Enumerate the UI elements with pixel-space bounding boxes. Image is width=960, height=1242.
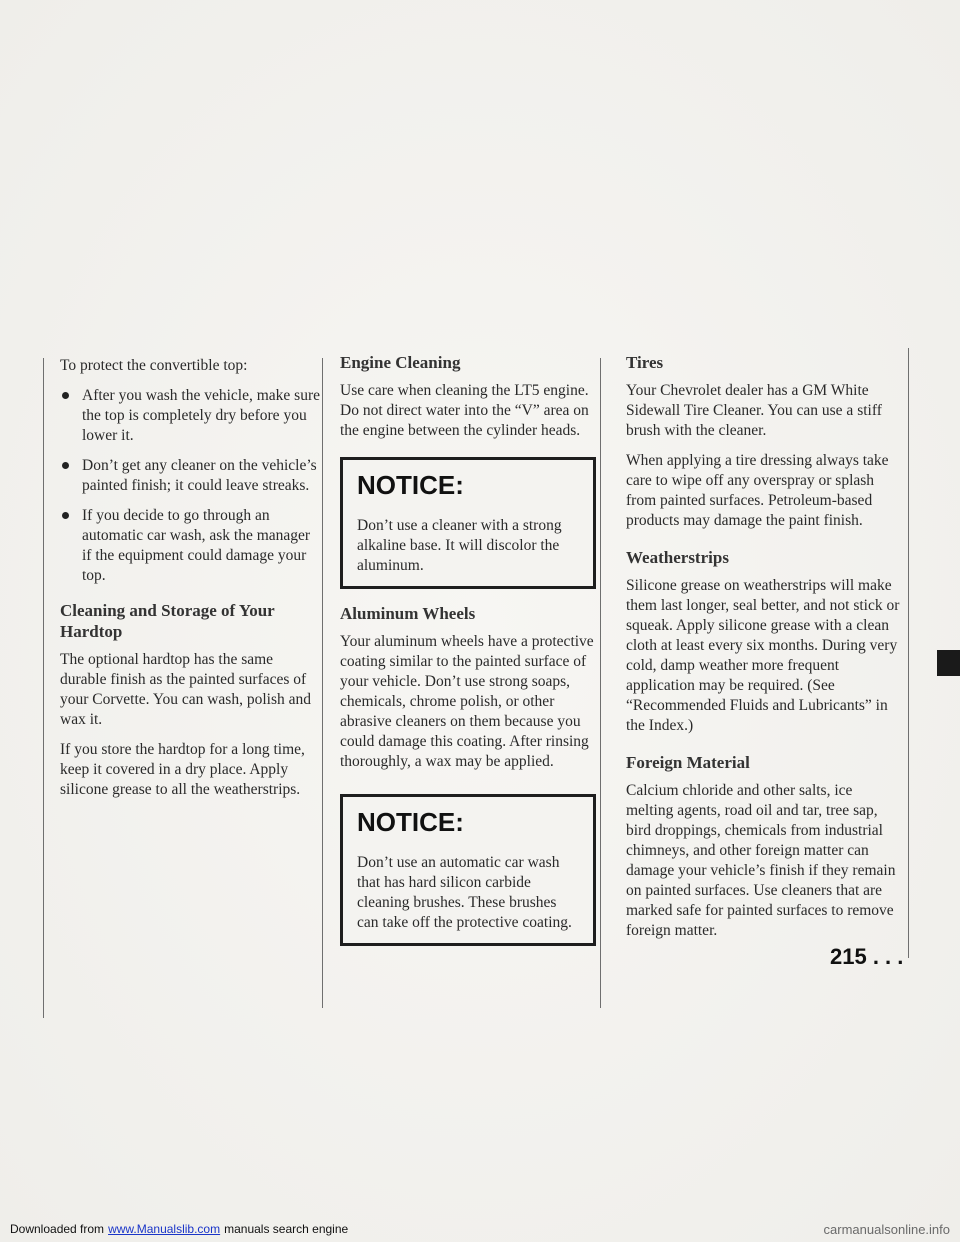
bullet-icon [62,392,69,399]
column-3 [626,352,900,951]
aluminum-wheels-paragraph: Your aluminum wheels have a protective coating similar to the painted surface of your vehicle. Don’t use strong soaps, chemicals, chrome polish, or other abrasive cleaners on them because you could damage this coating. After rinsing thoroughly, a wax may be applied. [340,633,594,770]
weatherstrips-paragraph: Silicone grease on weatherstrips will make them last longer, seal better, and not stick or squeak. Apply silicone grease with a clean cloth at least every six months. During very cold, damp weather more frequent application may be required. (See “Recommended Fluids and Lubricants” in the Index.) [626,577,900,734]
download-footer [0,1216,960,1242]
weatherstrips-heading: Weatherstrips [626,548,729,567]
column-2 [340,352,596,960]
watermark-text: carmanualsonline.info [823,1221,950,1237]
notice-title: NOTICE: [357,470,464,500]
column-divider-1 [322,358,323,1008]
page-number: 215 . . . [830,944,904,969]
engine-cleaning-heading: Engine Cleaning [340,353,461,372]
bullet-list [60,386,322,586]
hardtop-heading: Cleaning and Storage of Your Hardtop [60,601,275,641]
engine-cleaning-paragraph: Use care when cleaning the LT5 engine. Do not direct water into the “V” area on the engine between the cylinder heads. [340,382,589,439]
tires-paragraph-2: When applying a tire dressing always take care to wipe off any overspray or splash from painted surfaces. Petroleum-based products may damage the paint finish. [626,452,889,529]
notice-body: Don’t use a cleaner with a strong alkaline base. It will discolor the aluminum. [357,517,562,574]
column-divider-2 [600,358,601,1008]
left-margin-rule [43,358,44,1018]
notice-title: NOTICE: [357,807,464,837]
list-item: Don’t get any cleaner on the vehicle’s painted finish; it could leave streaks. [60,456,322,496]
list-item: If you decide to go through an automatic car wash, ask the manager if the equipment could damage your top. [60,506,322,586]
notice-box-1 [340,457,596,589]
column-1 [60,356,322,810]
section-tab-marker [937,650,960,676]
intro-text: To protect the convertible top: [60,357,248,374]
manualslib-link[interactable]: www.Manualslib.com [108,1222,221,1236]
footer-suffix: manuals search engine [224,1222,349,1236]
foreign-material-paragraph: Calcium chloride and other salts, ice melting agents, road oil and tar, tree sap, bird droppings, chemicals from industrial chimneys, and other foreign matter can damage your vehicle’s finish if they remain on painted surfaces. Use cleaners that are marked safe for painted surfaces to remove foreign matter. [626,782,896,939]
list-item: After you wash the vehicle, make sure the top is completely dry before you lower it. [60,386,322,446]
tires-heading: Tires [626,353,664,372]
hardtop-paragraph-2: If you store the hardtop for a long time, keep it covered in a dry place. Apply silicone grease to all the weatherstrips. [60,741,305,798]
foreign-material-heading: Foreign Material [626,753,750,772]
footer-prefix: Downloaded from [10,1222,105,1236]
bullet-icon [62,462,69,469]
hardtop-paragraph-1: The optional hardtop has the same durable finish as the painted surfaces of your Corvette. You can wash, polish and wax it. [60,651,311,728]
tires-paragraph-1: Your Chevrolet dealer has a GM White Sidewall Tire Cleaner. You can use a stiff brush with the cleaner. [626,382,882,439]
right-margin-rule [908,348,909,958]
notice-body: Don’t use an automatic car wash that has hard silicon carbide cleaning brushes. These brushes can take off the protective coating. [357,854,572,931]
notice-box-2 [340,794,596,946]
aluminum-wheels-heading: Aluminum Wheels [340,604,476,623]
bullet-icon [62,512,69,519]
